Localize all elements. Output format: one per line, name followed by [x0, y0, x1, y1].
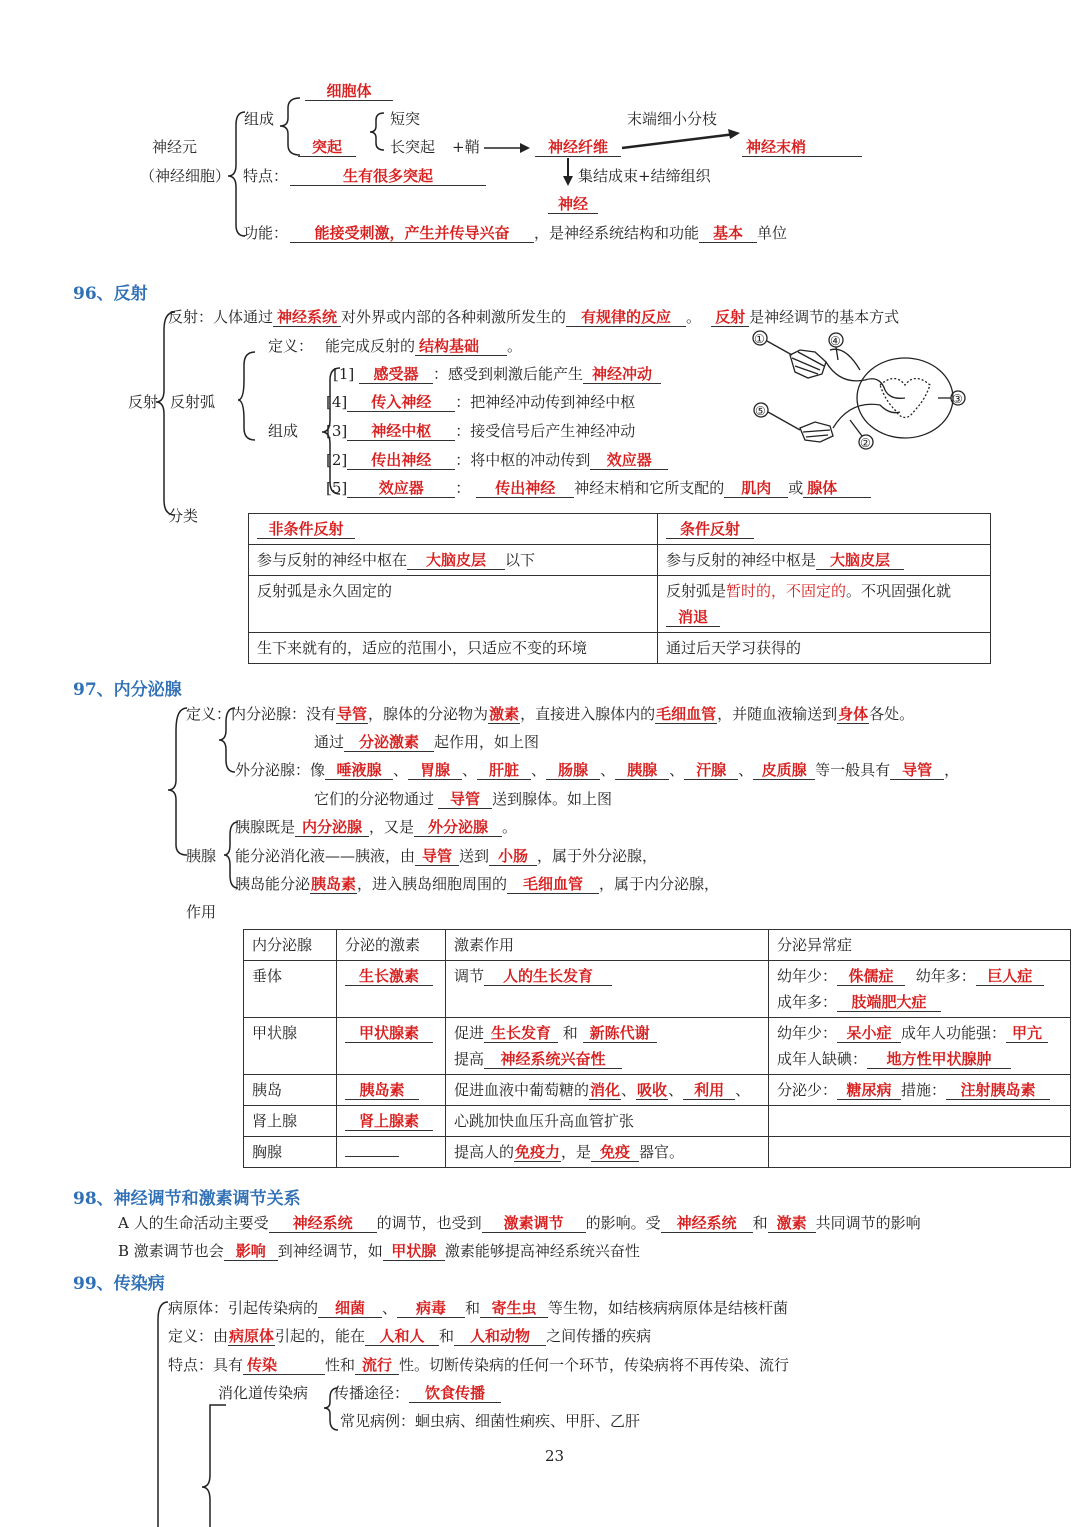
s98-a5: 的影响。受 — [585, 1214, 661, 1232]
s97-p1-a: 胰腺既是 — [235, 818, 296, 836]
s99-l3-c: 性和 — [325, 1356, 356, 1374]
answer-ending: 神经末梢 — [742, 138, 862, 157]
s97-l3-a: 外分泌腺：像 — [235, 761, 326, 779]
answer-contagious: 传染 — [243, 1356, 325, 1375]
answer-immune: 免疫 — [591, 1143, 639, 1162]
s96-c3-txt: ：接受信号后产生神经冲动 — [455, 422, 636, 440]
answer-bacteria: 细菌 — [318, 1299, 382, 1318]
table-row — [244, 1106, 1071, 1137]
s96-dingyi: 定义： — [268, 337, 314, 355]
answer-insulin-1: 胰岛素 — [311, 875, 357, 893]
neuron-row-cellbody — [305, 81, 393, 101]
answer-gigantism: 巨人症 — [976, 967, 1044, 986]
answer-dwarfism: 侏儒症 — [837, 967, 905, 986]
answer-person-person: 人和人 — [365, 1327, 439, 1346]
neuron-title: 神经元 — [152, 138, 198, 156]
cell-disorder-label: 幼年多： — [915, 967, 976, 985]
s99-l2-g: 之间传播的疾病 — [546, 1327, 652, 1345]
s98-b3: 到神经调节，如 — [277, 1242, 383, 1260]
answer-exo-3: 肝脏 — [477, 761, 531, 780]
s97-p2-e: ，属于外分泌腺， — [537, 847, 658, 865]
diagram-label-4: ④ — [830, 334, 841, 348]
cell-effect: 心跳加快血压升高血管扩张 — [446, 1106, 769, 1137]
s97-p3-e: ，属于内分泌腺， — [599, 875, 720, 893]
s98-b — [118, 1241, 640, 1261]
s97-sep-3: 、 — [531, 761, 547, 779]
s98-a7: 和 — [752, 1214, 768, 1232]
reflex-r3a: 生下来就有的，适应的范围小，只适应不变的环境 — [257, 639, 588, 657]
s97-l1-i: 各处。 — [869, 705, 915, 723]
answer-exo-6: 汗腺 — [684, 761, 738, 780]
answer-receptor: 感受器 — [359, 365, 433, 384]
answer-muscle: 肌肉 — [724, 479, 788, 498]
cell-disorder-label: 成年人功能强： — [901, 1024, 1007, 1042]
s97-p3-c: ，进入胰岛细胞周围的 — [357, 875, 508, 893]
cell-gland: 垂体 — [244, 961, 337, 1018]
table-row — [249, 576, 991, 633]
answer-virus: 病毒 — [397, 1299, 465, 1318]
s96-comp-1 — [333, 364, 661, 384]
answer-structure-basis: 结构基础 — [415, 337, 507, 356]
s99-l4-b: 传播途径： — [334, 1384, 410, 1402]
s96-comp-3 — [326, 421, 635, 441]
answer-endocrine: 内分泌腺 — [295, 818, 369, 837]
answer-epidemic: 流行 — [355, 1356, 399, 1375]
answer-reflex: 反射 — [711, 308, 749, 327]
answer-efferent: 传出神经 — [347, 451, 455, 470]
s96-c5-txt: ： — [455, 479, 471, 497]
answer-center: 神经中枢 — [347, 422, 455, 441]
answer-duct-1: 导管 — [337, 705, 368, 723]
blank-thymus-hormone — [345, 1140, 399, 1157]
answer-thyroid: 甲状腺 — [383, 1242, 445, 1261]
answer-secrete-hormone: 分泌激素 — [344, 733, 434, 752]
diagram-label-2: ② — [860, 436, 871, 450]
reflex-r2b-red: 暂时的，不固定的 — [726, 582, 847, 600]
s97-l3-d: ， — [944, 761, 960, 779]
neuron-bundle: 集结成束+结缔组织 — [578, 167, 711, 185]
s97-sep-1: 、 — [393, 761, 409, 779]
col-header-effect: 激素作用 — [446, 930, 769, 961]
s96-c5-no: [5] — [326, 479, 348, 497]
s96-fanshe: 反射 — [128, 393, 159, 411]
cell-effect-pre: 促进血液中葡萄糖的 — [454, 1081, 590, 1099]
answer-small-intestine: 小肠 — [489, 847, 537, 866]
s96-comp-5 — [326, 478, 871, 498]
s96-c5-or: 或 — [788, 479, 804, 497]
neuron-gongneng: 功能： — [243, 224, 289, 242]
s97-l4-a: 它们的分泌物通过 — [314, 790, 435, 808]
answer-person-animal: 人和动物 — [454, 1327, 546, 1346]
cell-effect-end: 器官。 — [639, 1143, 685, 1161]
cell-disorder-label: 幼年少： — [777, 1024, 838, 1042]
answer-conditioned: 条件反射 — [666, 520, 754, 539]
answer-insulin-2: 胰岛素 — [345, 1081, 419, 1100]
s98-b1: B 激素调节也会 — [118, 1242, 224, 1260]
neuron-changtu: 长突起 — [390, 138, 436, 156]
s97-l2-c: 起作用，如上图 — [434, 733, 540, 751]
col-header-gland: 内分泌腺 — [244, 930, 337, 961]
diagram-label-5: ⑤ — [755, 404, 766, 418]
s97-l4-c: 送到腺体。如上图 — [492, 790, 613, 808]
s96-c2-no: [4] — [326, 393, 348, 411]
s97-l1 — [186, 704, 914, 724]
table-row — [249, 545, 991, 576]
s99-l2-c: 引起的，能在 — [275, 1327, 366, 1345]
s97-p1 — [235, 817, 517, 837]
answer-food-transmission: 饮食传播 — [409, 1384, 501, 1403]
s96-arc-def: 能完成反射的 — [325, 337, 416, 355]
answer-feature: 生有很多突起 — [290, 167, 486, 186]
s99-l4-a: 消化道传染病 — [218, 1384, 309, 1402]
s96-comp-2 — [326, 392, 635, 412]
col-header-hormone: 分泌的激素 — [337, 930, 446, 961]
s96-def-g: 是神经调节的基本方式 — [749, 308, 900, 326]
s99-l2-e: 和 — [439, 1327, 455, 1345]
s98-a3: 的调节，也受到 — [376, 1214, 482, 1232]
s96-arc-def-end: 。 — [507, 337, 523, 355]
s97-l3-b: 等一般具有 — [815, 761, 891, 779]
diagram-label-3: ③ — [952, 392, 963, 406]
cell-gland: 胰岛 — [244, 1075, 337, 1106]
answer-absorb: 吸收 — [637, 1081, 668, 1099]
reflex-r2b-1: 反射弧是 — [666, 582, 727, 600]
s97-l1-g: ，并随血液输送到 — [717, 705, 838, 723]
answer-afferent: 传入神经 — [347, 393, 455, 412]
table-row — [244, 1018, 1071, 1075]
answer-nervous-system: 神经系统 — [273, 308, 341, 327]
answer-exo-2: 胃腺 — [408, 761, 462, 780]
answer-metabolism: 新陈代谢 — [583, 1024, 657, 1043]
s99-l3-e: 性。切断传染病的任何一个环节，传染病将不再传染、流行 — [399, 1356, 790, 1374]
s97-dingyi: 定义： — [186, 705, 232, 723]
answer-adrenaline: 肾上腺素 — [345, 1112, 433, 1131]
cell-effect-pre: 调节 — [454, 967, 485, 985]
s99-l1-g: 等生物，如结核病病原体是结核杆菌 — [548, 1299, 789, 1317]
s96-c1-txt: ：感受到刺激后能产生 — [433, 365, 584, 383]
heading-99: 99、传染病 — [73, 1274, 165, 1294]
cell-disorder-label: 成年人缺碘： — [777, 1050, 868, 1068]
answer-effector-2: 效应器 — [347, 479, 455, 498]
s98-a9: 共同调节的影响 — [815, 1214, 921, 1232]
s97-l3 — [235, 760, 959, 780]
answer-growth-dev: 人的生长发育 — [484, 967, 612, 986]
s96-arc-def-line — [268, 336, 522, 356]
answer-exo-1: 唾液腺 — [325, 761, 393, 780]
neuron-branch: 末端细小分枝 — [627, 110, 718, 128]
answer-parasite: 寄生虫 — [480, 1299, 548, 1318]
answer-duct-4: 导管 — [415, 847, 459, 866]
answer-hormone-1: 激素 — [489, 705, 520, 723]
s96-comp-4 — [326, 450, 668, 470]
reflex-arc-diagram — [753, 331, 965, 449]
answer-exo-7: 皮质腺 — [753, 761, 815, 780]
heading-98: 98、神经调节和激素调节关系 — [73, 1189, 301, 1209]
s99-l4 — [334, 1383, 501, 1403]
s97-l1-a: 内分泌腺：没有 — [231, 705, 337, 723]
s99-l1-e: 和 — [465, 1299, 481, 1317]
cell-disorder-label: 措施： — [901, 1081, 947, 1099]
answer-affect: 影响 — [224, 1242, 278, 1261]
reflex-r2a: 反射弧是永久固定的 — [257, 582, 393, 600]
answer-acromegaly: 肢端肥大症 — [837, 993, 941, 1012]
answer-growth-hormone: 生长激素 — [345, 967, 433, 986]
table-row — [244, 1075, 1071, 1106]
answer-pathogen: 病原体 — [229, 1327, 275, 1345]
heading-97: 97、内分泌腺 — [73, 680, 182, 700]
s97-l4 — [314, 789, 612, 809]
table-row — [244, 961, 1071, 1018]
s97-p3 — [235, 874, 719, 894]
answer-cortex-2: 大脑皮层 — [816, 551, 904, 570]
answer-exocrine: 外分泌腺 — [414, 818, 502, 837]
s96-c1-no: [1] — [333, 365, 355, 383]
answer-exo-4: 肠腺 — [546, 761, 600, 780]
answer-regular-response: 有规律的反应 — [566, 308, 686, 327]
reflex-r3b: 通过后天学习获得的 — [666, 639, 802, 657]
s97-l2 — [314, 732, 539, 752]
s96-c4-txt: ：将中枢的冲动传到 — [455, 451, 591, 469]
answer-nervous-system-3: 神经系统 — [661, 1214, 753, 1233]
cell-effect-and: 和 — [562, 1024, 578, 1042]
answer-unconditioned: 非条件反射 — [257, 520, 355, 539]
diagram-label-1: ① — [754, 332, 765, 346]
answer-capillary-2: 毛细血管 — [507, 875, 599, 894]
s96-zucheng: 组成 — [268, 422, 299, 440]
answer-nerve-impulse: 神经冲动 — [583, 365, 661, 384]
neuron-tedian: 特点： — [243, 167, 289, 185]
answer-func: 能接受刺激，产生并传导兴奋 — [290, 224, 534, 243]
s96-fenlei: 分类 — [168, 507, 199, 525]
heading-96: 96、反射 — [73, 284, 148, 304]
table-row — [249, 514, 991, 545]
neuron-unit-pre: ，是神经系统结构和功能 — [534, 224, 700, 242]
s96-def-line — [168, 307, 899, 327]
s97-p2-c: 送到 — [459, 847, 490, 865]
neuron-unit-post: 单位 — [757, 224, 788, 242]
table-row — [244, 930, 1071, 961]
answer-nerve: 神经 — [548, 195, 598, 214]
s97-zuoyong: 作用 — [186, 903, 217, 921]
s96-def-a: 反射：人体通过 — [168, 308, 274, 326]
s97-sep-6: 、 — [738, 761, 754, 779]
answer-digest: 消化 — [590, 1081, 621, 1099]
s99-l2-a: 定义：由 — [168, 1327, 229, 1345]
answer-tuqi: 突起 — [298, 138, 356, 157]
answer-hormone-reg: 激素调节 — [482, 1214, 586, 1233]
table-row — [249, 633, 991, 664]
s96-c3-no: [3] — [326, 422, 348, 440]
s97-l1-e: ，直接进入腺体内的 — [520, 705, 656, 723]
answer-inject-insulin: 注射胰岛素 — [946, 1081, 1050, 1100]
neuron-duantu: 短突 — [390, 110, 421, 128]
answer-growth: 生长发育 — [484, 1024, 558, 1043]
answer-diabetes: 糖尿病 — [837, 1081, 901, 1100]
answer-fiber: 神经纤维 — [535, 138, 621, 157]
cell-disorder-label: 成年多： — [777, 993, 838, 1011]
s99-l2 — [168, 1326, 651, 1346]
answer-thyroxine: 甲状腺素 — [345, 1024, 433, 1043]
cell-effect-pre: 提高 — [454, 1050, 485, 1068]
cell-gland: 甲状腺 — [244, 1018, 337, 1075]
answer-cretinism: 呆小症 — [837, 1024, 901, 1043]
cell-gland: 胸腺 — [244, 1137, 337, 1168]
answer-gland: 腺体 — [803, 479, 871, 498]
reflex-r1a: 参与反射的神经中枢在 — [257, 551, 408, 569]
cell-effect-pre: 提高人的 — [454, 1143, 515, 1161]
s96-c4-no: [2] — [326, 451, 348, 469]
answer-capillary-1: 毛细血管 — [656, 705, 717, 723]
s97-p2 — [235, 846, 657, 866]
reflex-r1a-end: 以下 — [505, 551, 536, 569]
answer-goiter: 地方性甲状腺肿 — [867, 1050, 1011, 1069]
answer-cellbody: 细胞体 — [305, 82, 393, 101]
neuron-qiao: +鞘 — [452, 138, 480, 156]
s96-def-e: 。 — [686, 308, 702, 326]
answer-effector: 效应器 — [590, 451, 668, 470]
s99-l3-a: 特点：具有 — [168, 1356, 244, 1374]
answer-use: 利用 — [683, 1081, 735, 1100]
s97-l1-c: ，腺体的分泌物为 — [368, 705, 489, 723]
col-header-disorder: 分泌异常症 — [769, 930, 1071, 961]
answer-unit: 基本 — [699, 224, 757, 243]
s97-p2-a: 能分泌消化液——胰液，由 — [235, 847, 416, 865]
answer-hyperthyroid: 甲亢 — [1006, 1024, 1048, 1043]
reflex-r1b: 参与反射的神经中枢是 — [666, 551, 817, 569]
answer-immunity: 免疫力 — [515, 1143, 561, 1161]
neuron-title-2: （神经细胞） — [140, 167, 231, 185]
s96-def-c: 对外界或内部的各种刺激所发生的 — [341, 308, 567, 326]
s97-p3-a: 胰岛能分泌 — [235, 875, 311, 893]
s98-b5: 激素能够提高神经系统兴奋性 — [444, 1242, 640, 1260]
s96-arc: 反射弧 — [170, 393, 216, 411]
s98-a1: A 人的生命活动主要受 — [118, 1214, 269, 1232]
cell-effect-pre: 促进 — [454, 1024, 485, 1042]
cell-sep: 、 — [735, 1081, 751, 1099]
s99-l1-c: 、 — [382, 1299, 398, 1317]
cell-sep: 、 — [668, 1081, 684, 1099]
answer-nervous-system-2: 神经系统 — [269, 1214, 377, 1233]
s98-a — [118, 1213, 921, 1233]
s97-sep-5: 、 — [669, 761, 685, 779]
s97-sep-4: 、 — [600, 761, 616, 779]
hormone-table — [243, 929, 1071, 1168]
s96-c2-txt: ：把神经冲动传到神经中枢 — [455, 393, 636, 411]
answer-duct-2: 导管 — [890, 761, 944, 780]
answer-body: 身体 — [838, 705, 869, 723]
s99-l3 — [168, 1355, 789, 1375]
reflex-r2b-2: 。不巩固强化就 — [846, 582, 952, 600]
s97-l2-a: 通过 — [314, 733, 345, 751]
page-number: 23 — [545, 1447, 565, 1465]
answer-efferent-2: 传出神经 — [476, 479, 574, 498]
s97-p1-c: ，又是 — [369, 818, 415, 836]
cell-disorder-label: 幼年少： — [777, 967, 838, 985]
s97-p1-e: 。 — [502, 818, 518, 836]
answer-cortex-1: 大脑皮层 — [407, 551, 505, 570]
answer-exo-5: 胰腺 — [615, 761, 669, 780]
reflex-table — [248, 513, 991, 664]
s99-l1 — [168, 1298, 788, 1318]
s99-l1-a: 病原体：引起传染病的 — [168, 1299, 319, 1317]
cell-disorder-label: 分泌少： — [777, 1081, 838, 1099]
cell-sep: 、 — [621, 1081, 637, 1099]
cell-gland: 肾上腺 — [244, 1106, 337, 1137]
s96-c5-txt2: 神经末梢和它所支配的 — [574, 479, 725, 497]
answer-excitability: 神经系统兴奋性 — [484, 1050, 622, 1069]
s97-yixian: 胰腺 — [186, 847, 217, 865]
answer-hormone-2: 激素 — [768, 1214, 816, 1233]
answer-duct-3: 导管 — [438, 790, 492, 809]
answer-fade: 消退 — [666, 608, 720, 627]
s97-sep-2: 、 — [462, 761, 478, 779]
cell-effect-mid: ，是 — [561, 1143, 592, 1161]
table-row — [244, 1137, 1071, 1168]
neuron-zucheng: 组成 — [244, 110, 275, 128]
s99-l5: 常见病例：蛔虫病、细菌性痢疾、甲肝、乙肝 — [340, 1412, 641, 1430]
